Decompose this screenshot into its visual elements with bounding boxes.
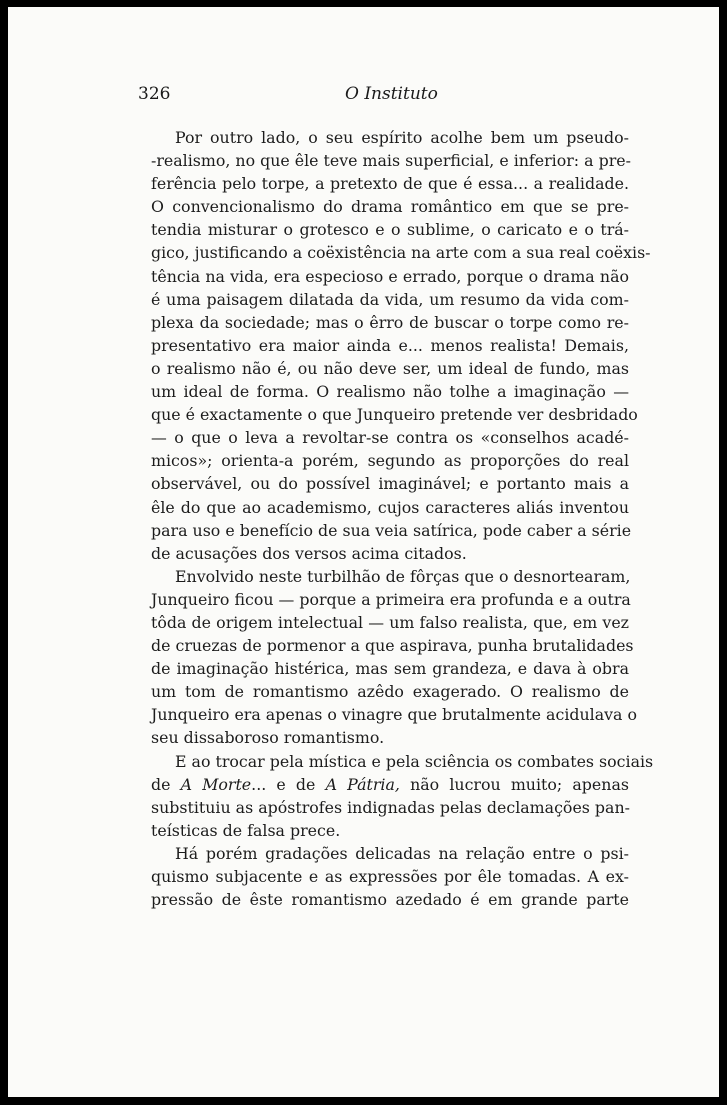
text-line: tência na vida, era especioso e errado, porque o drama não [151, 266, 629, 286]
text-line: de cruezas de pormenor a que aspirava, punha brutalidades [151, 636, 634, 656]
text-line-with-italics [151, 773, 629, 796]
body-text [151, 126, 654, 911]
text-line: teísticas de falsa prece. [151, 820, 341, 840]
text-line: substituiu as apóstrofes indignadas pelas declamações pan- [151, 797, 630, 817]
text-line: — o que o leva a revoltar-se contra os «conselhos acadé- [151, 428, 629, 448]
text-fragment: não lucrou muito; apenas [399, 774, 629, 794]
text-line: para uso e benefício de sua veia satírica, pode caber a série [151, 520, 632, 540]
text-line: tôda de origem intelectual — um falso realista, que, em vez [151, 612, 629, 632]
text-line: Por outro lado, o seu espírito acolhe bem um pseudo- [175, 128, 629, 147]
text-fragment: ... e de [251, 774, 326, 794]
text-line: -realismo, no que êle teve mais superficial, e inferior: a pre- [151, 151, 631, 171]
text-line: quismo subjacente e as expressões por êle tomadas. A ex- [151, 867, 629, 886]
text-line: pressão de êste romantismo azedado é em grande parte [151, 890, 629, 910]
text-fragment: de [151, 774, 181, 794]
text-line: tendia misturar o grotesco e o sublime, o caricato e o trá- [151, 220, 629, 240]
text-line: é uma paisagem dilatada da vida, um resumo da vida com- [151, 289, 629, 309]
text-line: presentativo era maior ainda e... menos realista! Demais, [151, 335, 629, 355]
text-line: gico, justificando a coëxistência na arte com a sua real coëxis- [151, 243, 651, 263]
page-number: 326 [138, 84, 171, 104]
text-line: o realismo não é, ou não deve ser, um ideal de fundo, mas [151, 358, 629, 378]
text-line: de acusações dos versos acima citados. [151, 543, 467, 563]
text-line: plexa da sociedade; mas o êrro de buscar o torpe como re- [151, 312, 629, 332]
book-page [8, 7, 719, 1097]
work-title-a-morte: A Morte [180, 774, 252, 794]
text-line: de imaginação histérica, mas sem grandeza, e dava à obra [151, 659, 629, 679]
page-header [138, 84, 438, 108]
text-line: O convencionalismo do drama romântico em que se pre- [151, 197, 629, 217]
text-line: êle do que ao academismo, cujos caracteres aliás inventou [151, 497, 629, 517]
text-line: seu dissaboroso romantismo. [151, 728, 385, 748]
text-line: um ideal de forma. O realismo não tolhe a imaginação — [151, 382, 629, 402]
text-line: ferência pelo torpe, a pretexto de que é essa... a realidade. [151, 174, 629, 194]
work-title-a-patria: A Pátria, [325, 774, 400, 794]
text-line: observável, ou do possível imaginável; e portanto mais a [151, 474, 629, 494]
text-line: que é exactamente o que Junqueiro pretende ver desbridado [151, 405, 638, 425]
text-line: Junqueiro ficou — porque a primeira era profunda e a outra [151, 589, 631, 609]
running-title: O Instituto [345, 84, 438, 104]
text-line: um tom de romantismo azêdo exagerado. O realismo de [151, 682, 629, 702]
text-line: micos»; orienta-a porém, segundo as proporções do real [151, 451, 629, 471]
text-line: Envolvido neste turbilhão de fôrças que o desnortearam, [175, 566, 631, 586]
text-line: Junqueiro era apenas o vinagre que brutalmente acidulava o [151, 705, 638, 725]
text-line: Há porém gradações delicadas na relação entre o psi- [175, 843, 629, 863]
text-line: E ao trocar pela mística e pela sciência os combates sociais [175, 751, 654, 771]
